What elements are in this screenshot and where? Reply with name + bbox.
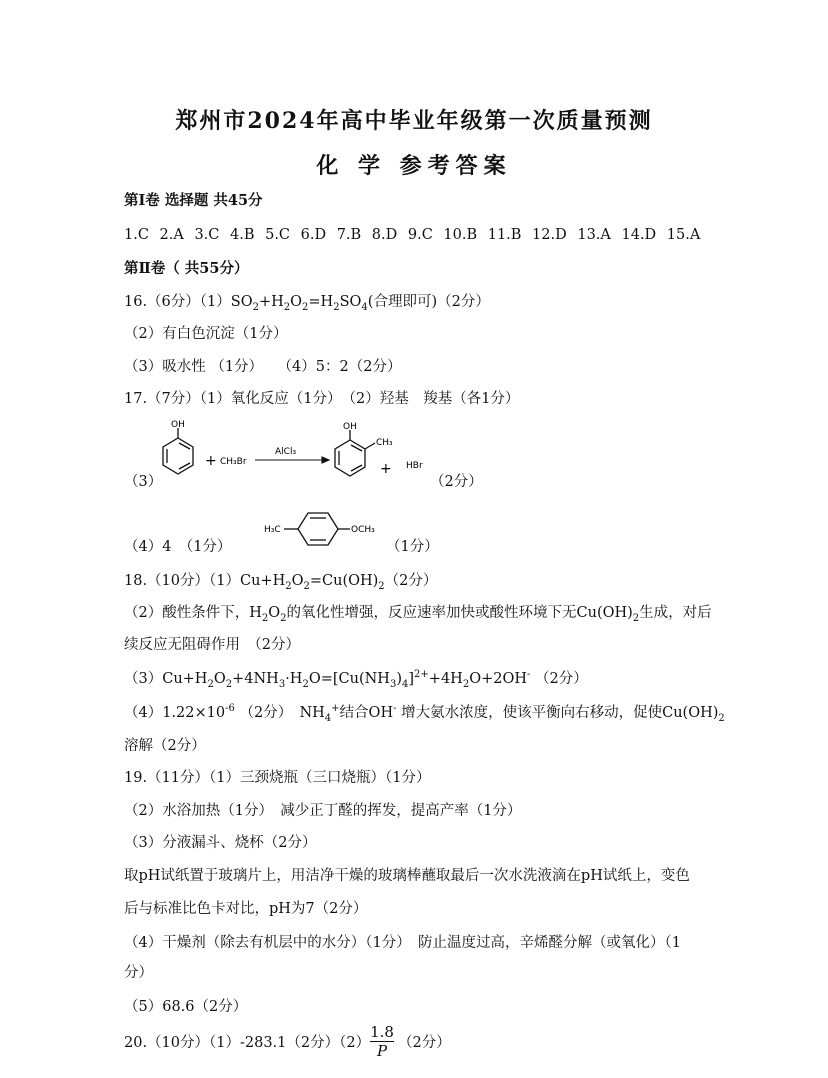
q16-line1: 16.（6分）$(1)SO_2+H_2O_2=H_2SO_4$(合理即可)（2分）	[124, 294, 490, 313]
reaction-scheme	[150, 418, 510, 508]
q19-line4: 取pH试纸置于玻璃片上，用洁净干燥的玻璃棒蘸取最后一次水洗液滴在pH试纸上，变色	[124, 868, 690, 884]
reaction-arrow	[255, 457, 329, 463]
o-cresol-structure	[335, 430, 375, 476]
oh-label: OH	[171, 420, 185, 430]
plus-sign: +	[380, 461, 392, 477]
q16-line3: （3）吸水性 （1分） （4）5：2（2分）	[124, 359, 402, 375]
q18-line4: $(3)Cu+H_2O_2+4NH_3\cdot H_2O=[Cu(NH_3)_4]^{2+}+4H_2O+2OH^-$ （2分）	[124, 669, 588, 690]
q17-line1: 17.（7分）（1）氧化反应（1分） （2）羟基 羧基（各1分）	[124, 391, 520, 407]
fraction	[370, 1023, 394, 1060]
phenol-structure	[163, 428, 193, 474]
q18-line2: （2）酸性条件下，$H_2O_2$的氧化性增强，反应速率加快或酸性环境下无$Cu(OH)_2$生成，对后	[124, 605, 712, 624]
part2-heading: 第Ⅱ卷（ 共55分）	[124, 260, 249, 277]
q17-part4-score: （1分）	[386, 539, 439, 555]
q18-line1: 18.（10分）$(1)Cu+H_2O_2=Cu(OH)_2(2$分）	[124, 573, 438, 592]
q16-line2: （2）有白色沉淀（1分）	[124, 326, 288, 342]
oh-label: OH	[343, 422, 357, 432]
q18-line3: 续反应无阻碍作用 （2分）	[124, 637, 300, 653]
q20-score: （2分）	[398, 1035, 451, 1051]
q19-line3: （3）分液漏斗、烧杯（2分）	[124, 835, 317, 851]
reagent-label: CH₃Br	[220, 457, 247, 467]
q20-line1a: 20.（10分）（1）-283.1（2分）（2）	[124, 1035, 371, 1051]
page-subtitle: 化 学 参考答案	[316, 153, 512, 179]
q17-part4-label: （4）4 （1分）	[124, 539, 232, 555]
part1-heading: 第Ⅰ卷 选择题 共45分	[124, 192, 263, 209]
hbr-label: HBr	[406, 461, 423, 471]
q19-line8: （5）68.6（2分）	[124, 999, 248, 1015]
h3c-label: H₃C	[264, 525, 281, 535]
q19-line7: 分）	[124, 965, 153, 981]
plus-sign: +	[205, 453, 217, 469]
q19-line6: （4）干燥剂（除去有机层中的水分）（1分） 防止温度过高，辛烯醛分解（或氧化）（1	[124, 935, 681, 951]
q19-line2: （2）水浴加热（1分） 减少正丁醛的挥发，提高产率（1分）	[124, 803, 522, 819]
fraction-numerator: 1.8	[370, 1023, 394, 1041]
page-title: 郑州市2024年高中毕业年级第一次质量预测	[175, 108, 653, 134]
ch3-label: CH₃	[376, 438, 393, 448]
q18-line6: 溶解（2分）	[124, 738, 206, 754]
q17-part3-label: （3）	[124, 474, 163, 490]
catalyst-label: AlCl₃	[275, 447, 297, 457]
q17-part3-score: （2分）	[430, 474, 483, 490]
q19-line1: 19.（11分）（1）三颈烧瓶（三口烧瓶）（1分）	[124, 770, 431, 786]
fraction-denominator: P	[376, 1042, 388, 1060]
och3-label: OCH₃	[351, 525, 375, 535]
q18-line5: $(4)1.22\times 10^{-6}$ （2分） $NH_4^+$结合OH- 增大氨水浓度，使该平衡向右移动，促使$Cu(OH)_2$	[124, 703, 725, 724]
q19-line5: 后与标准比色卡对比，pH为7（2分）	[124, 901, 368, 917]
multiple-choice-answers: 1.C 2.A 3.C 4.B 5.C 6.D 7.B 8.D 9.C 10.B 11.B 12.D 13.A 14.D 15.A	[124, 227, 701, 243]
